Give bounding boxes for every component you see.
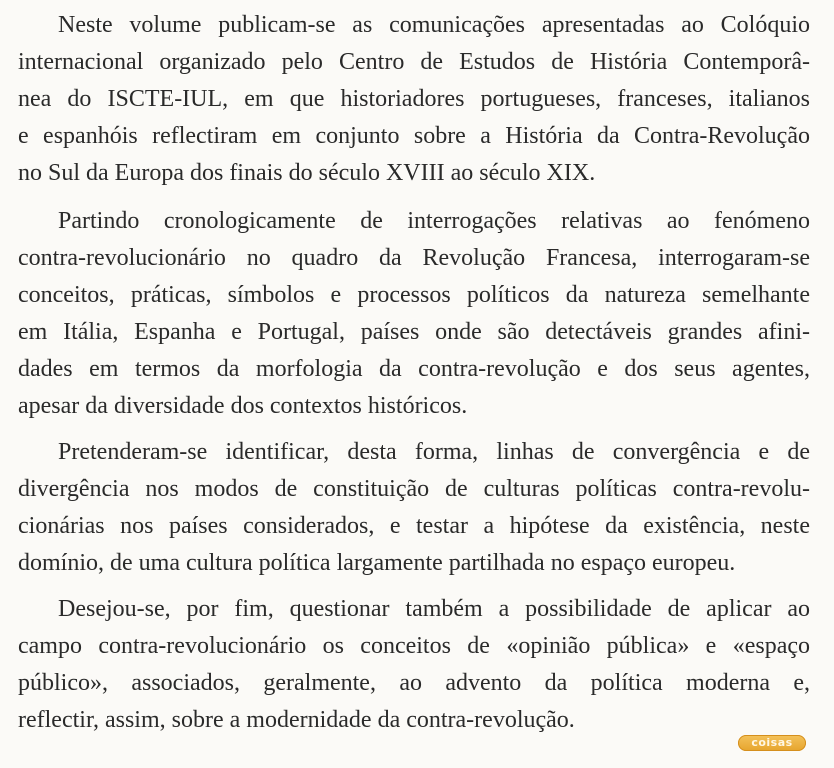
text-line: domínio, de uma cultura política largamente partilhada no espaço europeu. — [18, 550, 736, 576]
paragraph-2 — [18, 203, 810, 425]
coisas-watermark: coisas — [738, 735, 806, 751]
text-line: reflectir, assim, sobre a modernidade da contra-revolução. — [18, 707, 575, 733]
text-line: público», associados, geralmente, ao advento da política moderna e, — [18, 670, 810, 696]
text-line: no Sul da Europa dos finais do século XVIII ao século XIX. — [18, 160, 596, 186]
text-line: campo contra-revolucionário os conceitos de «opinião pública» e «espaço — [18, 633, 810, 659]
text-line: dades em termos da morfologia da contra-revolução e dos seus agentes, — [18, 356, 810, 382]
document-page — [18, 0, 818, 768]
paragraph-1 — [18, 7, 810, 192]
paragraph-3 — [18, 434, 810, 582]
text-line: em Itália, Espanha e Portugal, países onde são detectáveis grandes afini- — [18, 319, 810, 345]
text-line: nea do ISCTE-IUL, em que historiadores portugueses, franceses, italianos — [18, 86, 810, 112]
text-line: internacional organizado pelo Centro de Estudos de História Contemporâ- — [18, 49, 810, 75]
text-line: cionárias nos países considerados, e testar a hipótese da existência, neste — [18, 513, 810, 539]
text-line: conceitos, práticas, símbolos e processos políticos da natureza semelhante — [18, 282, 810, 308]
text-line: Neste volume publicam-se as comunicações apresentadas ao Colóquio — [58, 12, 810, 38]
text-line: Partindo cronologicamente de interrogações relativas ao fenómeno — [58, 208, 810, 234]
text-line: e espanhóis reflectiram em conjunto sobre a História da Contra-Revolução — [18, 123, 810, 149]
text-line: apesar da diversidade dos contextos históricos. — [18, 393, 468, 419]
text-line: divergência nos modos de constituição de culturas políticas contra-revolu- — [18, 476, 810, 502]
paragraph-4 — [18, 591, 810, 739]
text-line: Pretenderam-se identificar, desta forma, linhas de convergência e de — [58, 439, 810, 465]
text-line: contra-revolucionário no quadro da Revolução Francesa, interrogaram-se — [18, 245, 810, 271]
text-line: Desejou-se, por fim, questionar também a possibilidade de aplicar ao — [58, 596, 810, 622]
